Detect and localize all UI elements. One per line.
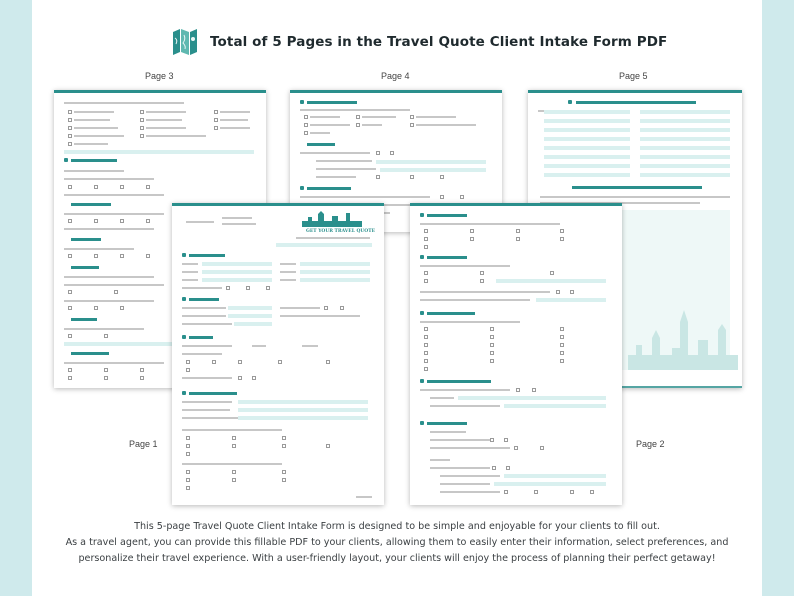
description-line-1: This 5-page Travel Quote Client Intake Form is designed to be simple and enjoyable for your clients to fill out.	[134, 521, 660, 532]
description-line-2: As a travel agent, you can provide this fillable PDF to your clients, allowing them to easily enter their information, select preferences, and	[65, 537, 729, 548]
description	[32, 519, 762, 567]
page-5-label: Page 5	[619, 71, 648, 81]
form-heading: GET YOUR TRAVEL QUOTE	[306, 229, 375, 234]
page-2-label: Page 2	[636, 439, 665, 449]
page-1-label: Page 1	[129, 439, 158, 449]
folded-map-icon	[172, 28, 198, 56]
description-line-3: personalize their travel experience. With a user-friendly layout, your clients will enjoy the process of planning their perfect getaway!	[78, 553, 716, 564]
form-page-1-thumbnail	[172, 203, 384, 505]
page-3-label: Page 3	[145, 71, 174, 81]
header	[172, 28, 667, 56]
form-page-2-thumbnail	[410, 203, 622, 505]
skyline-illustration	[628, 300, 738, 370]
page-4-label: Page 4	[381, 71, 410, 81]
page-title: Total of 5 Pages in the Travel Quote Client Intake Form PDF	[210, 34, 668, 50]
skyline-icon	[302, 211, 362, 227]
